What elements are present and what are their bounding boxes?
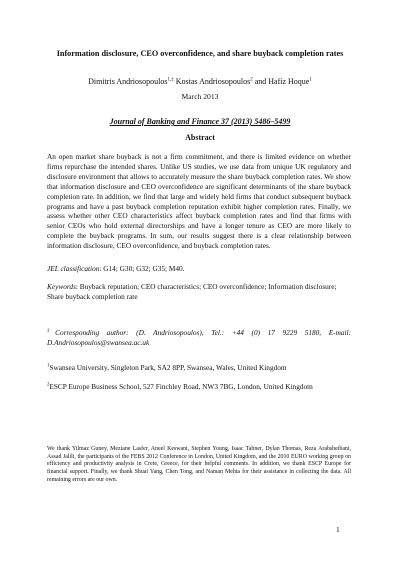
footnote-marker: 2 — [47, 382, 50, 388]
author-name: Hafiz Hoque — [268, 77, 310, 86]
keywords — [47, 282, 351, 302]
corresponding-author-text: Corresponding author: (D. Andriosopoulos), Tel.: +44 (0) 17 9229 5180, E-mail: D.Andriosopoulos@swansea.ac.uk — [47, 328, 351, 347]
journal-reference: Journal of Banking and Finance 37 (2013) 5486–5499 — [109, 117, 291, 126]
jel-label: JEL classification — [47, 264, 100, 273]
author-name: Kostas Andriosopoulos — [175, 77, 251, 86]
abstract-heading: Abstract — [185, 133, 215, 142]
author-affiliation-marker: 1 — [309, 77, 312, 83]
footnote-marker: 1 — [47, 363, 50, 369]
keywords-label: Keywords — [47, 282, 76, 291]
author-list — [30, 77, 370, 87]
keywords-list: : Buyback reputation; CEO characteristics; CEO overconfidence; Information disclosure; Share buyback completion rate — [47, 282, 337, 301]
affiliation-text: ESCP Europe Business School, 527 Finchley Road, NW3 7BG, London, United Kingdom — [49, 382, 313, 391]
author-separator: and — [252, 77, 269, 86]
jel-codes: : G14; G30; G32; G35; M40. — [99, 264, 185, 273]
abstract-text: An open market share buyback is not a firm commitment, and there is limited evidence on whether firms repurchase the intended shares. Unlike US studies, we use data from unique UK regulatory and disclosure environment that allows to accurately measure the share buyback completion rates. We show that information disclosure and CEO overconfidence are significant determinants of the share buyback completion rate. In addition, we find that large and widely held firms that conduct subsequent buyback programs and have a past buyback completion reputation exhibit higher completion rates. Finally, we assess whether other CEO characteristics affect buyback completion rates and find that firms with senior CEOs who hold external directorships and have a longer tenure as CEO are more likely to complete the buyback programs. In sum, our results suggest there is a clear relationship between information disclosure, CEO overconfidence, and buyback completion rates. — [47, 152, 351, 251]
footnote-marker: ‡ — [47, 328, 56, 334]
author-affiliation-marker: 1,‡ — [167, 77, 174, 83]
acknowledgements: We thank Yilmaz Guney, Meziane Lasfer, Aneel Keswani, Stephen Young, Isaac Tabner, Dylan Thomas, Reza Arabsheibani, Assad Jalili, the participants of the FEBS 2012 Conference in London, United Kingdom, and the 2010 EURO working group on efficiency and productivity analysis in Crete, Greece, for their helpful comments. In addition, we thank ESCP Europe for financial support. Finally, we thank Shuai Yang, Chen Tong, and Naman Mehta for their assistance in collecting the data. All remaining errors are our own. — [47, 446, 351, 483]
affiliation-note — [47, 382, 357, 392]
jel-classification — [47, 264, 351, 274]
affiliation-note — [47, 363, 357, 373]
paper-title: Information disclosure, CEO overconfidence, and share buyback completion rates — [56, 49, 344, 58]
paper-date: March 2013 — [181, 92, 219, 101]
author-affiliation-marker: 2 — [250, 77, 253, 83]
corresponding-author-note — [47, 328, 351, 348]
author-name: Dimitris Andriosopoulos — [88, 77, 168, 86]
page-number: 1 — [336, 525, 340, 534]
affiliation-text: Swansea University, Singleton Park, SA2 8PP, Swansea, Wales, United Kingdom — [49, 363, 287, 372]
